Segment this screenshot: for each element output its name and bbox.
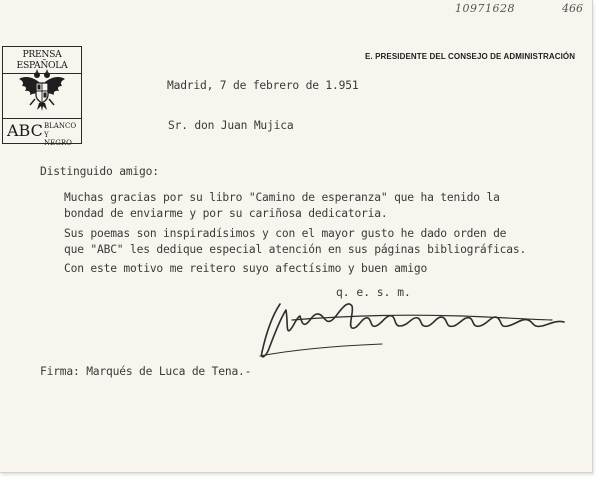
logo-bottom-band (3, 118, 81, 147)
logo-subtitle-line1: BLANCO Y (44, 122, 77, 139)
letter-abbreviation: q. e. s. m. (336, 286, 411, 299)
logo-subtitle (44, 122, 81, 148)
paragraph2-line1: Sus poemas son inspiradísimos y con el mayor gusto he dado orden de (64, 227, 507, 240)
archive-page-number: 466 (562, 2, 583, 15)
archive-reference-number: 10971628 (455, 2, 515, 15)
prensa-espanola-logo (2, 46, 82, 147)
paragraph1-line1: Muchas gracias por su libro "Camino de esperanza" que ha tenido la (64, 191, 500, 204)
paragraph2-line2: que "ABC" les dedique especial atención en sus páginas bibliográficas. (64, 243, 527, 256)
logo-abc-text: ABC (7, 121, 43, 140)
letter-signed-by: Firma: Marqués de Luca de Tena.- (40, 365, 252, 378)
handwritten-signature-icon (252, 286, 572, 366)
letterhead-title: E. PRESIDENTE DEL CONSEJO DE ADMINISTRACIÓN (365, 52, 576, 61)
letter-closing: Con este motivo me reitero suyo afectísimo y buen amigo (64, 262, 428, 275)
logo-subtitle-line2: NEGRO (44, 139, 72, 147)
letter-recipient: Sr. don Juan Mujica (168, 119, 294, 132)
letter-date: Madrid, 7 de febrero de 1.951 (167, 79, 359, 92)
letter-salutation: Distinguido amigo: (40, 165, 159, 178)
logo-top-text: PRENSA ESPAÑOLA (3, 47, 81, 74)
paragraph1-line2: bondad de enviarme y por su cariñosa dedicatoria. (64, 207, 388, 220)
double-headed-eagle-icon (17, 65, 67, 115)
